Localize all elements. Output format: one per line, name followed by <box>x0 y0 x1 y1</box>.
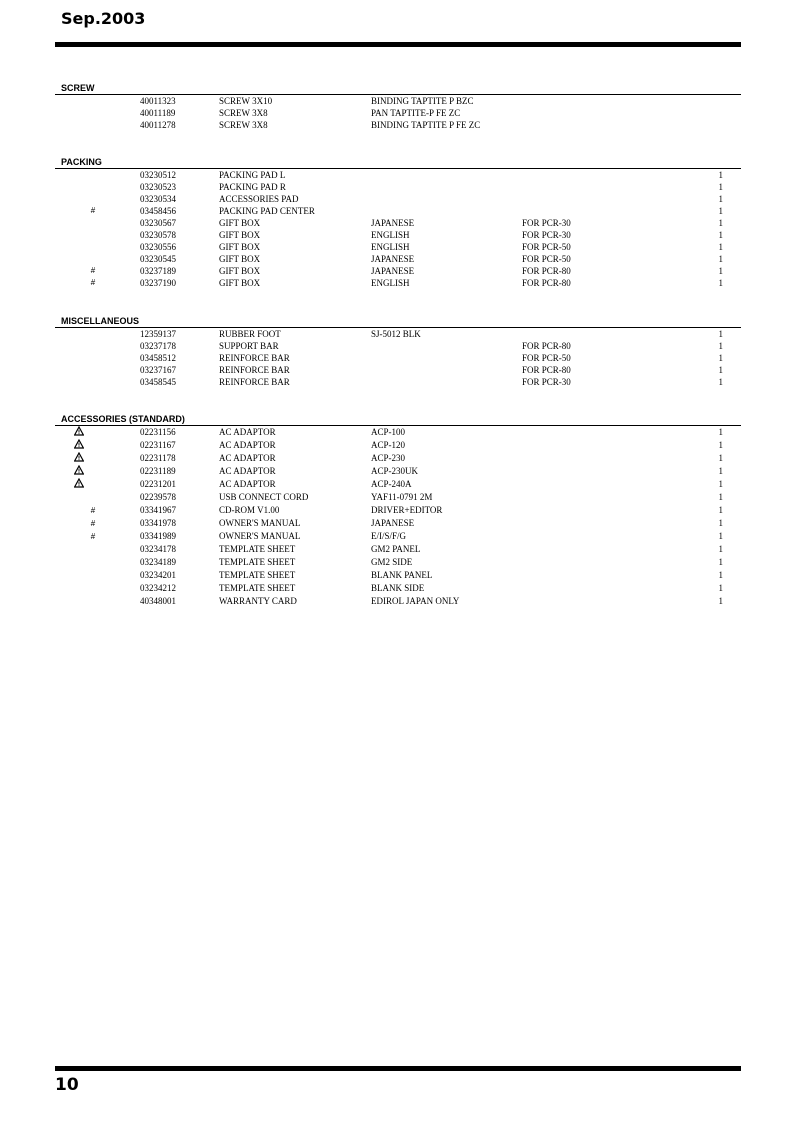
part-number: 03341967 <box>140 505 176 515</box>
part-number: 03230512 <box>140 170 176 180</box>
section-title: SCREW <box>61 83 95 93</box>
part-note: FOR PCR-30 <box>522 218 571 228</box>
part-quantity: 1 <box>718 206 723 216</box>
part-number: 03230567 <box>140 218 176 228</box>
part-spec: ENGLISH <box>371 242 410 252</box>
part-number: 03230578 <box>140 230 176 240</box>
part-quantity: 1 <box>718 377 723 387</box>
table-row <box>55 426 741 439</box>
part-number: 03237190 <box>140 278 176 288</box>
part-number: 03237178 <box>140 341 176 351</box>
table-row <box>55 265 741 277</box>
part-description: REINFORCE BAR <box>219 353 290 363</box>
table-row <box>55 352 741 364</box>
part-quantity: 1 <box>718 341 723 351</box>
part-number: 03230545 <box>140 254 176 264</box>
part-number: 02231201 <box>140 479 176 489</box>
part-description: USB CONNECT CORD <box>219 492 309 502</box>
part-description: WARRANTY CARD <box>219 596 297 606</box>
part-quantity: 1 <box>718 440 723 450</box>
table-row <box>55 205 741 217</box>
part-description: REINFORCE BAR <box>219 377 290 387</box>
part-quantity: 1 <box>718 505 723 515</box>
part-number: 02231156 <box>140 427 176 437</box>
part-number: 03234212 <box>140 583 176 593</box>
parts-list <box>55 328 741 388</box>
part-quantity: 1 <box>718 427 723 437</box>
table-row <box>55 543 741 556</box>
part-quantity: 1 <box>718 479 723 489</box>
row-flag: # <box>90 278 96 287</box>
part-description: AC ADAPTOR <box>219 466 276 476</box>
part-spec: EDIROL JAPAN ONLY <box>371 596 460 606</box>
table-row <box>55 169 741 181</box>
part-number: 03230556 <box>140 242 176 252</box>
table-row <box>55 595 741 608</box>
part-note: FOR PCR-50 <box>522 254 571 264</box>
table-row <box>55 478 741 491</box>
header-rule <box>55 42 741 47</box>
part-description: ACCESSORIES PAD <box>219 194 299 204</box>
part-number: 02231189 <box>140 466 176 476</box>
table-row <box>55 364 741 376</box>
part-number: 03230534 <box>140 194 176 204</box>
part-quantity: 1 <box>718 557 723 567</box>
part-number: 40011189 <box>140 108 176 118</box>
part-spec: ACP-100 <box>371 427 406 437</box>
part-number: 03234189 <box>140 557 176 567</box>
part-description: GIFT BOX <box>219 218 261 228</box>
table-row <box>55 181 741 193</box>
table-row <box>55 530 741 543</box>
part-spec: ENGLISH <box>371 278 410 288</box>
part-note: FOR PCR-80 <box>522 266 571 276</box>
table-row <box>55 439 741 452</box>
part-spec: BINDING TAPTITE P FE ZC <box>371 120 481 130</box>
part-note: FOR PCR-50 <box>522 353 571 363</box>
table-row <box>55 340 741 352</box>
part-number: 40011278 <box>140 120 176 130</box>
part-quantity: 1 <box>718 518 723 528</box>
part-quantity: 1 <box>718 353 723 363</box>
part-spec: ACP-230UK <box>371 466 419 476</box>
part-spec: JAPANESE <box>371 266 415 276</box>
part-description: GIFT BOX <box>219 254 261 264</box>
table-row <box>55 95 741 107</box>
part-description: TEMPLATE SHEET <box>219 544 296 554</box>
part-number: 03458545 <box>140 377 176 387</box>
row-flag: # <box>90 506 96 515</box>
part-description: AC ADAPTOR <box>219 453 276 463</box>
part-spec: E/I/S/F/G <box>371 531 407 541</box>
part-number: 02239578 <box>140 492 176 502</box>
part-quantity: 1 <box>718 596 723 606</box>
part-spec: PAN TAPTITE-P FE ZC <box>371 108 461 118</box>
table-row <box>55 452 741 465</box>
part-number: 03237189 <box>140 266 176 276</box>
table-row <box>55 328 741 340</box>
part-number: 03234201 <box>140 570 176 580</box>
part-spec: BINDING TAPTITE P BZC <box>371 96 474 106</box>
part-note: FOR PCR-80 <box>522 278 571 288</box>
table-row <box>55 376 741 388</box>
part-note: FOR PCR-30 <box>522 377 571 387</box>
part-quantity: 1 <box>718 194 723 204</box>
part-quantity: 1 <box>718 466 723 476</box>
part-description: SCREW 3X8 <box>219 108 268 118</box>
table-row <box>55 465 741 478</box>
part-quantity: 1 <box>718 230 723 240</box>
part-number: 03234178 <box>140 544 176 554</box>
part-quantity: 1 <box>718 170 723 180</box>
part-description: SCREW 3X8 <box>219 120 268 130</box>
row-flag: # <box>90 206 96 215</box>
part-quantity: 1 <box>718 583 723 593</box>
part-number: 02231167 <box>140 440 176 450</box>
parts-list <box>55 169 741 289</box>
part-spec: ACP-230 <box>371 453 406 463</box>
part-spec: BLANK PANEL <box>371 570 433 580</box>
part-description: PACKING PAD R <box>219 182 286 192</box>
part-spec: GM2 PANEL <box>371 544 421 554</box>
parts-list <box>55 95 741 131</box>
part-description: OWNER'S MANUAL <box>219 531 301 541</box>
part-quantity: 1 <box>718 492 723 502</box>
part-description: TEMPLATE SHEET <box>219 570 296 580</box>
part-description: GIFT BOX <box>219 230 261 240</box>
part-number: 03341989 <box>140 531 176 541</box>
part-quantity: 1 <box>718 570 723 580</box>
row-flag: # <box>90 519 96 528</box>
part-description: OWNER'S MANUAL <box>219 518 301 528</box>
part-description: AC ADAPTOR <box>219 479 276 489</box>
part-description: GIFT BOX <box>219 278 261 288</box>
part-spec: JAPANESE <box>371 218 415 228</box>
part-quantity: 1 <box>718 254 723 264</box>
part-spec: JAPANESE <box>371 518 415 528</box>
part-quantity: 1 <box>718 218 723 228</box>
part-number: 40348001 <box>140 596 176 606</box>
part-spec: JAPANESE <box>371 254 415 264</box>
part-number: 03230523 <box>140 182 176 192</box>
part-quantity: 1 <box>718 278 723 288</box>
parts-list <box>55 426 741 608</box>
part-number: 02231178 <box>140 453 176 463</box>
table-row <box>55 253 741 265</box>
part-spec: DRIVER+EDITOR <box>371 505 443 515</box>
part-quantity: 1 <box>718 242 723 252</box>
part-quantity: 1 <box>718 531 723 541</box>
table-row <box>55 517 741 530</box>
part-number: 40011323 <box>140 96 176 106</box>
section-title: PACKING <box>61 157 102 167</box>
part-note: FOR PCR-80 <box>522 365 571 375</box>
part-number: 12359137 <box>140 329 176 339</box>
table-row <box>55 217 741 229</box>
table-row <box>55 229 741 241</box>
part-number: 03237167 <box>140 365 176 375</box>
part-description: RUBBER FOOT <box>219 329 281 339</box>
part-description: GIFT BOX <box>219 242 261 252</box>
part-quantity: 1 <box>718 365 723 375</box>
footer-rule <box>55 1066 741 1071</box>
row-flag: # <box>90 266 96 275</box>
part-description: GIFT BOX <box>219 266 261 276</box>
table-row <box>55 107 741 119</box>
part-number: 03341978 <box>140 518 176 528</box>
header-date: Sep.2003 <box>61 9 146 28</box>
part-note: FOR PCR-30 <box>522 230 571 240</box>
part-quantity: 1 <box>718 266 723 276</box>
part-spec: SJ-5012 BLK <box>371 329 421 339</box>
part-spec: ACP-120 <box>371 440 406 450</box>
part-description: PACKING PAD CENTER <box>219 206 315 216</box>
table-row <box>55 504 741 517</box>
part-spec: GM2 SIDE <box>371 557 413 567</box>
part-description: SUPPORT BAR <box>219 341 279 351</box>
part-spec: ENGLISH <box>371 230 410 240</box>
page-number: 10 <box>55 1075 79 1095</box>
table-row <box>55 193 741 205</box>
part-quantity: 1 <box>718 544 723 554</box>
part-description: SCREW 3X10 <box>219 96 273 106</box>
part-description: PACKING PAD L <box>219 170 286 180</box>
table-row <box>55 556 741 569</box>
part-spec: ACP-240A <box>371 479 412 489</box>
part-quantity: 1 <box>718 182 723 192</box>
part-note: FOR PCR-80 <box>522 341 571 351</box>
part-quantity: 1 <box>718 329 723 339</box>
part-note: FOR PCR-50 <box>522 242 571 252</box>
table-row <box>55 569 741 582</box>
part-description: REINFORCE BAR <box>219 365 290 375</box>
part-number: 03458456 <box>140 206 176 216</box>
table-row <box>55 241 741 253</box>
table-row <box>55 491 741 504</box>
part-number: 03458512 <box>140 353 176 363</box>
part-description: TEMPLATE SHEET <box>219 583 296 593</box>
part-description: TEMPLATE SHEET <box>219 557 296 567</box>
section-title: MISCELLANEOUS <box>61 316 140 326</box>
table-row <box>55 582 741 595</box>
row-flag: # <box>90 532 96 541</box>
part-description: CD-ROM V1.00 <box>219 505 280 515</box>
section-title: ACCESSORIES (STANDARD) <box>61 414 185 424</box>
part-spec: YAF11-0791 2M <box>371 492 433 502</box>
part-quantity: 1 <box>718 453 723 463</box>
part-spec: BLANK SIDE <box>371 583 425 593</box>
table-row <box>55 277 741 289</box>
table-row <box>55 119 741 131</box>
part-description: AC ADAPTOR <box>219 427 276 437</box>
part-description: AC ADAPTOR <box>219 440 276 450</box>
